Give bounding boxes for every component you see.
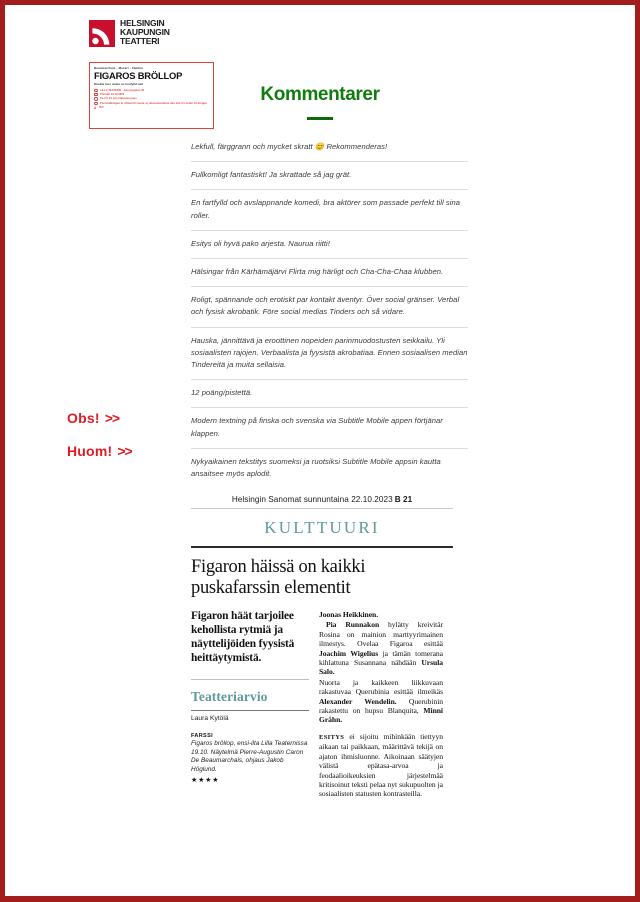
comment-text-5: Roligt, spännande och erotiskt par kontakt äventyr. Över social gränser. Verbal och fysisk akrobatik. Före social medias Tinders och så vidare. [191,295,460,317]
article-headline: Figaron häissä on kaikki puskafarssin elementit [191,557,366,598]
comment-item [191,162,468,190]
newspaper-clipping [191,495,453,800]
comments-header [5,84,635,120]
comment-item [191,380,468,408]
article-author-name: Joonas Heikkinen. [319,610,379,619]
comment-item [191,137,468,162]
para3-text: ei sijoitu mihinkään tiettyyn aikaan tai paikkaan, määrittävä tekijä on ajaton ihmisluonne. Aikoinaan säätyjen välistä epätasa-arvoa ja feodaalioikeuksien järjestelmää kritisoinut teksti pelaa nyt sukupuolten ja sosiaalisten statusten kontrasteilla. [319,731,443,799]
masthead-text: Helsingin Sanomat sunnuntaina 22.10.2023 [231,495,393,504]
review-label: Teatteriarvio [191,689,268,704]
fact-box-label: FARSSI [191,732,213,739]
article [191,546,453,800]
poster-age-note: Föreställningen är riktad till vuxna, ej rekommenderas den inte för under 12 åringar [100,101,207,105]
article-paragraph-2 [319,678,443,725]
annotation-huom-arrows: >> [117,443,132,459]
heading-underline [307,117,333,120]
comment-item [191,449,468,488]
actor-name-wendelin: Alexander Wendelin. [319,696,397,706]
poster-duration: Ca 2 h 10 min inklusive paus [100,97,137,101]
poster-premiere: Premiär 19.10.2023 [100,92,125,96]
comment-text-3: Esitys oli hyvä pako arjesta. Naurua riitti! [191,238,330,248]
fact-box-body: Figaros bröllop, ensi-ilta Lilla Teaternissa 19.10. Näytelmä Pierre-Augustin Caron De Beaumarchais, ohjaus Jakob Höglund. [191,740,308,773]
page-reference: B 21 [394,495,413,504]
poster-kicker: Beaumarchais · Mozart · Zambin [94,66,143,70]
annotation-huom [67,443,132,459]
comment-item [191,287,468,327]
comment-text-0: Lekfull, färggrann och mycket skratt 😊 Rekommenderas! [191,142,388,151]
poster-subtitle: Direkta loss under en lustfylld natt [94,82,144,86]
article-columns [191,609,453,800]
comment-item [191,259,468,287]
comment-text-2: En fartfylld och avslappnande komedi, bra aktörer som passade perfekt till sina roller. [191,198,461,220]
annotation-obs-label: Obs! [67,410,100,426]
article-paragraph-1 [319,620,443,676]
poster-title: FIGAROS BRÖLLOP [94,70,183,81]
brand-line-1: HELSINGIN [120,18,165,28]
comment-item [191,408,468,448]
article-right-column [319,609,443,800]
article-byline: Laura Kytölä [191,714,229,722]
article-author [319,610,443,619]
para1-text-d: ja tämän tomerana kihlattuna Susannana nähdään [319,648,443,668]
annotation-obs [67,410,132,426]
hkt-logo [89,19,170,47]
lead-divider [191,679,309,680]
article-left-column [191,609,309,800]
newspaper-masthead [191,495,453,508]
actor-name-grahn: Minni Gråhn. [319,706,443,725]
para2-text-a: Nuorta ja kaikkeen liikkuvaan rakastuvaa Querubinia esittää ilmeikäs [319,677,443,697]
para2-text-c: Querubinin rakastettu on hupsu Blanquita, [319,696,443,716]
article-paragraph-3 [319,732,443,799]
actor-name-salo: Ursula Salo. [319,658,443,677]
comment-item [191,328,468,381]
comment-text-8: Modern textning på finska och svenska via Subtitle Mobile appen förtjänar klappen. [191,416,443,438]
actor-name-runnako: Pia Runnakon [326,620,380,630]
page-title: Kommentarer [260,84,380,105]
comment-text-6: Hauska, jännittävä ja eroottinen nopeiden parinmuodostusten seikkailu. Yli sosiaalisten rajojen. Verbaalista ja fyysistä akrobatiaa. Ennen sosiaalisen median Tindereitä ja muita sellaisia. [191,335,468,370]
brand-line-2: KAUPUNGIN [120,27,170,38]
rss-wave-icon [89,20,115,47]
annotation-group [67,410,132,459]
comment-item [191,190,468,230]
actor-name-wigelius: Joachim Wigelius [319,648,379,658]
section-title: KULTTUURI [264,518,380,537]
byline-divider [191,710,309,711]
annotation-huom-label: Huom! [67,443,113,459]
comment-text-9: Nykyaikainen tekstitys suomeksi ja ruotsiksi Subtitle Mobile appsin kautta ansaitsee myös aplodit. [191,456,441,479]
hkt-wordmark [120,19,170,47]
brand-line-3: TEATTERI [120,36,160,47]
article-lead: Figaron häät tarjoilee kehollista rytmiä ja näyttelijöiden fyysistä heittäytymistä. [191,610,295,664]
comments-list [191,137,468,488]
poster-venue: LILLA TEATERN – Georgsgatan 30 [100,88,145,92]
star-rating: ★★★★ [191,776,220,785]
comment-text-1: Fullkomligt fantastiskt! Ja skrattade så jag grät. [191,170,352,180]
poster-price: 28 € [98,106,104,110]
comment-text-7: 12 poäng/pistettä. [191,388,253,398]
comment-item [191,231,468,259]
para1-text-b: hylätty kreivitär Rosina on mainion marttyyrimainen ilmestys. Ovelaa Figaroa esittää [319,620,443,649]
paragraph-lead-in: ESITYS [319,733,345,741]
annotation-obs-arrows: >> [104,410,120,426]
comment-text-4: Hälsingar från Kärhämäjärvi Flirta mig härligt och Cha-Cha-Chaa klubben. [191,267,444,277]
